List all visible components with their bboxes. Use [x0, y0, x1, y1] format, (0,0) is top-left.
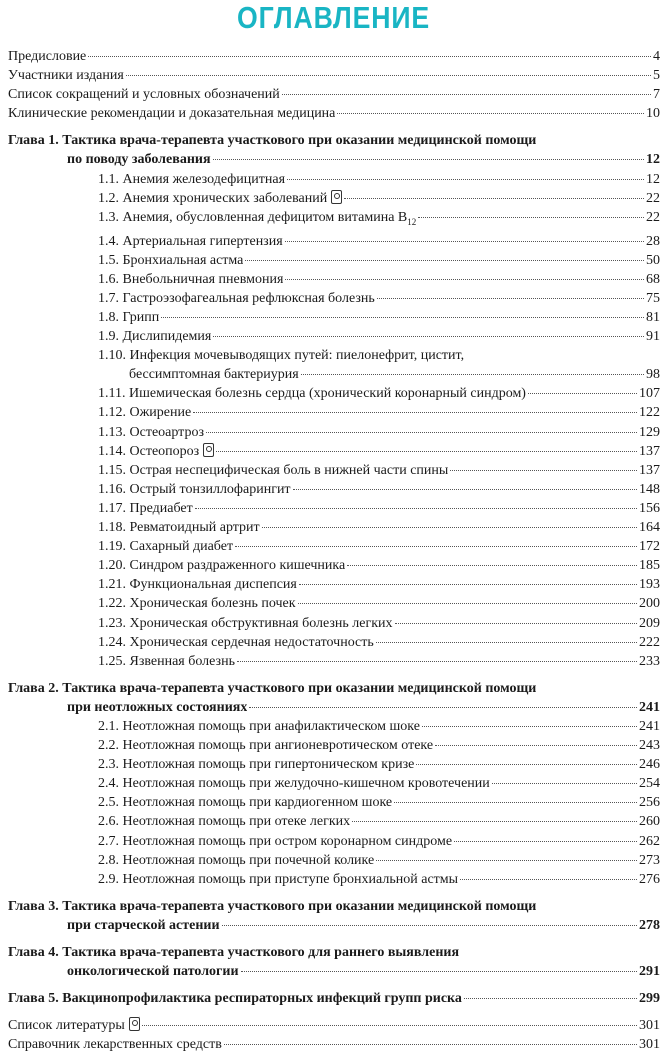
dot-leader: [161, 317, 644, 318]
dot-leader: [88, 56, 651, 57]
dot-leader: [285, 241, 644, 242]
toc-entry-preface[interactable]: Предисловие 4: [8, 49, 660, 64]
toc-section[interactable]: 1.14. Остеопороз+ 137: [8, 442, 660, 461]
toc-section[interactable]: 1.18. Ревматоидный артрит 164: [98, 520, 660, 536]
dot-leader: [376, 642, 637, 643]
dot-leader: [241, 971, 637, 972]
dot-leader: [298, 603, 637, 604]
toc-section[interactable]: 1.20. Синдром раздраженного кишечника 185: [98, 558, 660, 574]
dot-leader: [395, 623, 637, 624]
dot-leader: [528, 393, 637, 394]
dot-leader: [213, 159, 644, 160]
toc-section[interactable]: 1.24. Хроническая сердечная недостаточность 222: [98, 634, 660, 650]
dot-leader: [416, 764, 637, 765]
dot-leader: [245, 260, 644, 261]
toc-section[interactable]: 1.21. Функциональная диспепсия 193: [98, 577, 660, 593]
dot-leader: [394, 802, 637, 803]
page-title: ОГЛАВЛЕНИЕ: [236, 0, 431, 35]
dot-leader: [352, 821, 637, 822]
dot-leader: [418, 217, 644, 218]
toc-section[interactable]: 2.9. Неотложная помощь при приступе бронхиальной астмы 276: [98, 871, 660, 887]
dot-leader: [347, 565, 637, 566]
toc-section[interactable]: 1.19. Сахарный диабет 172: [98, 539, 660, 555]
toc-section[interactable]: 1.22. Хроническая болезнь почек 200: [98, 596, 660, 612]
dot-leader: [206, 432, 637, 433]
toc-section[interactable]: 1.16. Острый тонзиллофарингит 148: [98, 481, 660, 497]
dot-leader: [377, 298, 644, 299]
dot-leader: [376, 860, 637, 861]
dot-leader: [235, 546, 637, 547]
dot-leader: [222, 925, 637, 926]
toc-section[interactable]: 2.4. Неотложная помощь при желудочно-кишечном кровотечении 254: [98, 776, 660, 792]
chapter-4-heading-cont[interactable]: онкологической патологии 291: [67, 964, 660, 980]
dot-leader: [301, 374, 644, 375]
dot-leader: [282, 94, 651, 95]
toc-section[interactable]: 2.3. Неотложная помощь при гипертоническом кризе 246: [98, 757, 660, 773]
dot-leader: [492, 783, 637, 784]
chapter-4-heading[interactable]: Глава 4. Тактика врача-терапевта участкового для раннего выявления: [8, 945, 460, 961]
toc-section[interactable]: 1.13. Остеоартроз 129: [98, 424, 660, 440]
dot-leader: [285, 279, 644, 280]
dot-leader: [195, 508, 637, 509]
dot-leader: [193, 412, 637, 413]
dot-leader: [126, 75, 651, 76]
chapter-5-heading[interactable]: Глава 5. Вакцинопрофилактика респираторных инфекций групп риска 299: [8, 991, 660, 1007]
toc-section[interactable]: 1.3. Анемия, обусловленная дефицитом витамина $B_{12}$ 22: [98, 209, 660, 227]
electronic-supplement-icon[interactable]: [129, 1017, 140, 1031]
dot-leader: [422, 726, 637, 727]
chapter-3-heading[interactable]: Глава 3. Тактика врача-терапевта участкового при оказании медицинской помощи: [8, 898, 537, 914]
toc-section[interactable]: 1.7. Гастроэзофагеальная рефлюксная болезнь 75: [98, 290, 660, 306]
toc-section[interactable]: 1.8. Грипп 81: [98, 310, 660, 326]
toc-section-1-10-cont[interactable]: бессимптомная бактериурия 98: [129, 367, 660, 383]
electronic-supplement-icon[interactable]: [331, 190, 342, 204]
chapter-2-heading[interactable]: Глава 2. Тактика врача-терапевта участкового при оказании медицинской помощи: [8, 680, 537, 696]
toc-section[interactable]: 2.2. Неотложная помощь при ангионевротическом отеке 243: [98, 738, 660, 754]
chapter-1-heading[interactable]: Глава 1. Тактика врача-терапевта участкового при оказании медицинской помощи: [8, 133, 537, 149]
dot-leader: [224, 1044, 637, 1045]
toc-section[interactable]: 2.7. Неотложная помощь при остром коронарном синдроме 262: [98, 833, 660, 849]
dot-leader: [142, 1025, 637, 1026]
dot-leader: [299, 584, 637, 585]
toc-section[interactable]: 1.17. Предиабет 156: [98, 500, 660, 516]
dot-leader: [237, 661, 637, 662]
dot-leader: [435, 745, 637, 746]
toc-section[interactable]: 1.5. Бронхиальная астма 50: [98, 252, 660, 268]
toc-entry-drug-reference[interactable]: Справочник лекарственных средств 301: [8, 1037, 660, 1053]
toc-section[interactable]: 1.6. Внебольничная пневмония 68: [98, 271, 660, 287]
dot-leader: [344, 198, 644, 199]
chapter-3-heading-cont[interactable]: при старческой астении 278: [67, 917, 660, 933]
dot-leader: [337, 113, 644, 114]
toc-section[interactable]: 1.1. Анемия железодефицитная 12: [98, 171, 660, 187]
toc-entry-guidelines[interactable]: Клинические рекомендации и доказательная медицина 10: [8, 106, 660, 122]
chapter-1-heading-cont[interactable]: по поводу заболевания 12: [67, 152, 660, 168]
electronic-supplement-icon[interactable]: [203, 443, 214, 457]
dot-leader: [213, 336, 644, 337]
dot-leader: [450, 470, 637, 471]
toc-section[interactable]: 1.25. Язвенная болезнь 233: [98, 653, 660, 669]
dot-leader: [262, 527, 637, 528]
dot-leader: [460, 879, 637, 880]
toc-section[interactable]: 1.23. Хроническая обструктивная болезнь легких 209: [98, 615, 660, 631]
dot-leader: [287, 179, 644, 180]
dot-leader: [293, 489, 637, 490]
toc-section[interactable]: 1.15. Острая неспецифическая боль в нижней части спины 137: [98, 462, 660, 478]
dot-leader: [216, 451, 637, 452]
dot-leader: [454, 841, 637, 842]
toc-entry-contributors[interactable]: Участники издания 5: [8, 68, 660, 84]
table-of-contents: [8, 47, 660, 1054]
toc-section[interactable]: 2.1. Неотложная помощь при анафилактическом шоке 241: [98, 718, 660, 734]
toc-section[interactable]: 1.4. Артериальная гипертензия 28: [98, 233, 660, 249]
toc-section[interactable]: 2.5. Неотложная помощь при кардиогенном шоке 256: [98, 795, 660, 811]
toc-section[interactable]: 1.9. Дислипидемия 91: [98, 329, 660, 345]
dot-leader: [464, 998, 637, 999]
toc-section[interactable]: 2.6. Неотложная помощь при отеке легких 260: [98, 814, 660, 830]
toc-section-1-10[interactable]: 1.10. Инфекция мочевыводящих путей: пиелонефрит, цистит,: [98, 348, 465, 364]
toc-entry-abbreviations[interactable]: Список сокращений и условных обозначений 7: [8, 87, 660, 103]
dot-leader: [249, 707, 637, 708]
toc-section[interactable]: 1.11. Ишемическая болезнь сердца (хронический коронарный синдром) 107: [98, 386, 660, 402]
chapter-2-heading-cont[interactable]: при неотложных состояниях 241: [67, 699, 660, 715]
toc-section[interactable]: 1.2. Анемия хронических заболеваний+ 22: [8, 189, 660, 208]
toc-entry-references[interactable]: Список литературы+ 301: [8, 1016, 660, 1035]
toc-section[interactable]: 1.12. Ожирение 122: [98, 405, 660, 421]
toc-section[interactable]: 2.8. Неотложная помощь при почечной колике 273: [98, 852, 660, 868]
